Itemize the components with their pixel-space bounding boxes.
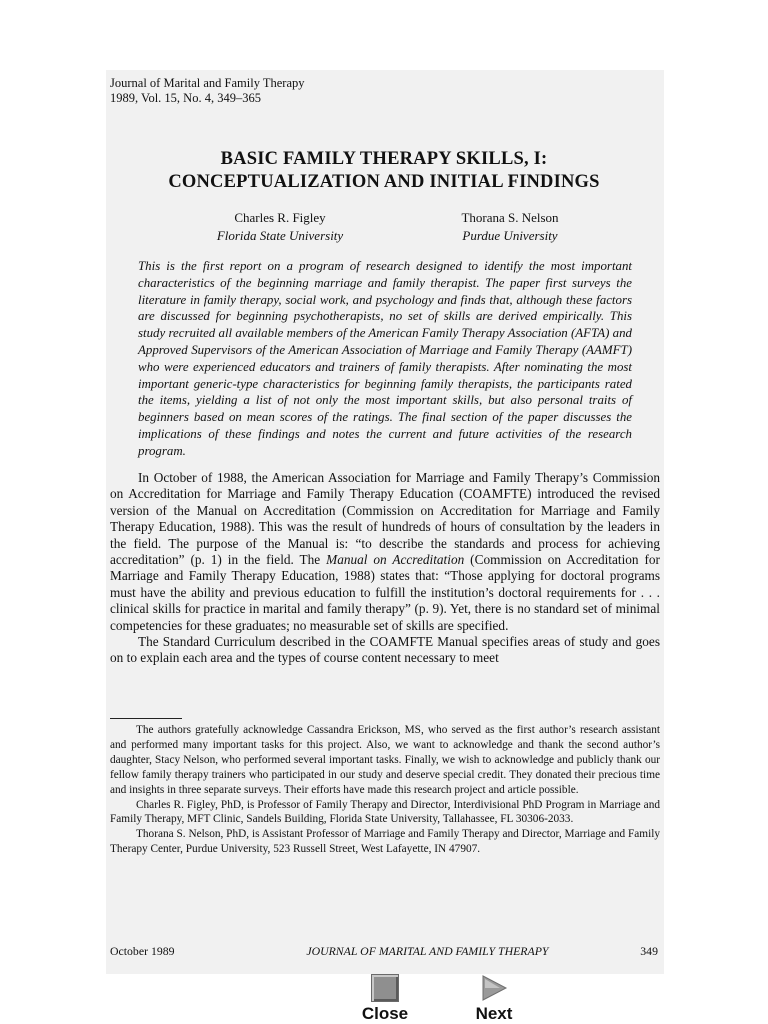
body-text-segment: In October of 1988, the American Association for Marriage and Family Therapy’s Commission on Accreditation for Marriage and Family Therapy Education (COAMFTE) introduced the revised version of the Manual on Accreditation (Commission on Accreditation for Marriage and Family Therapy Education, 1988). This was the result of hundreds of hours of consultation by the leaders in the field. The purpose of the Manual is: “to describe the standards and process for achieving accreditation” (p. 1) in the field. The (110, 470, 660, 568)
author-name: Charles R. Figley (234, 210, 326, 225)
square-stop-icon[interactable] (371, 974, 399, 1002)
journal-name: Journal of Marital and Family Therapy (110, 76, 305, 90)
next-button[interactable] (470, 974, 518, 1024)
close-button-label: Close (361, 1004, 409, 1023)
abstract (138, 258, 632, 460)
page-number: 349 (640, 944, 658, 958)
author-block-2 (420, 209, 600, 245)
body-text (110, 470, 660, 667)
page-footer (110, 944, 658, 959)
footer-journal: JOURNAL OF MARITAL AND FAMILY THERAPY (306, 944, 549, 958)
journal-header (110, 76, 305, 106)
footnotes (110, 723, 660, 857)
body-text-segment: (Commission on Accreditation for Marriage and Family Therapy Education, 1988) states that: “Those applying for doctoral programs must have the ability and previous education to fulfill the institution’s doctoral requirements for . . . clinical skills for practice in marital and family therapy” (p. 9). Yet, there is no standard set of minimal competencies for these graduates; no measurable set of skills are specified. (110, 552, 660, 633)
title-line-1: BASIC FAMILY THERAPY SKILLS, I: (220, 149, 548, 169)
author-block-1 (190, 209, 370, 245)
article-title (110, 148, 658, 194)
body-paragraph-1 (110, 470, 660, 634)
manual-title-italic: Manual on Accreditation (326, 552, 465, 568)
author-affiliation: Florida State University (216, 228, 344, 243)
next-button-label: Next (475, 1004, 513, 1023)
footer-date: October 1989 (110, 944, 175, 958)
title-line-2: CONCEPTUALIZATION AND INITIAL FINDINGS (168, 172, 600, 192)
footnote-author-1: Charles R. Figley, PhD, is Professor of Family Therapy and Director, Interdivisional PhD Program in Marriage and Family Therapy, MFT Clinic, Sandels Building, Florida State University, Tallahassee, FL 30306-2033. (110, 798, 660, 826)
close-button[interactable] (358, 974, 412, 1024)
play-arrow-icon[interactable] (480, 974, 508, 1002)
body-paragraph-2: The Standard Curriculum described in the COAMFTE Manual specifies areas of study and goes on to explain each area and the types of course content necessary to meet (110, 634, 660, 666)
footnote-acknowledgment: The authors gratefully acknowledge Cassandra Erickson, MS, who served as the first author’s research assistant and performed many important tasks for this project. Also, we want to acknowledge and thank the second author’s daughter, Stacy Nelson, who performed several important tasks. Finally, we wish to acknowledge and publicly thank our fellow family therapy trainers who participated in our study and deserve special credit. They donated their precious time and insights in three separate surveys. Their efforts have made this research project and article possible. (110, 724, 660, 796)
abstract-text: This is the first report on a program of research designed to identify the most important characteristics of the beginning marriage and family therapist. The paper first surveys the literature in family therapy, social work, and psychology and finds that, although these factors are discussed for beginning psychotherapists, no set of skills are derived empirically. This study recruited all available members of the American Family Therapy Association (AFTA) and Approved Supervisors of the American Association of Marriage and Family Therapy (AAMFT) who were experienced educators and trainers of family therapists. After nominating the most important generic-type characteristics for beginning family therapists, the participants rated the items, yielding a list of not only the most important skills, but also personal traits of beginners based on mean scores of the ratings. The final section of the paper discusses the implications of these findings and notes the current and future activities of the research program. (138, 259, 632, 458)
journal-citation: 1989, Vol. 15, No. 4, 349–365 (110, 91, 261, 105)
author-name: Thorana S. Nelson (461, 210, 559, 225)
footnote-author-2: Thorana S. Nelson, PhD, is Assistant Professor of Marriage and Family Therapy and Director, Marriage and Family Therapy Center, Purdue University, 523 Russell Street, West Lafayette, IN 47907. (110, 828, 660, 856)
footnote-divider (110, 718, 182, 719)
author-affiliation: Purdue University (462, 228, 558, 243)
